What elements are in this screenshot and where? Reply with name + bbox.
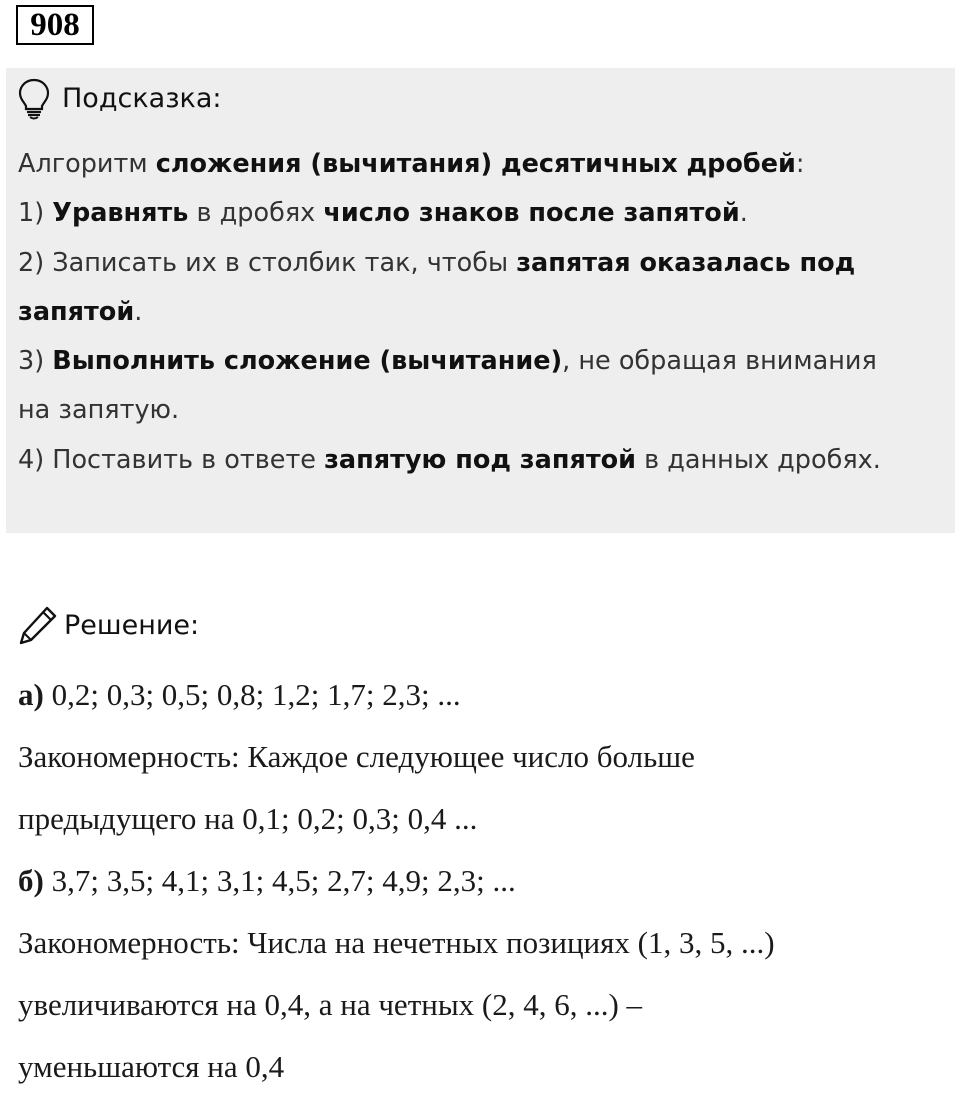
text: Алгоритм [18,149,156,179]
pencil-icon [16,603,60,647]
solution-a-sequence [18,664,948,726]
text: , не обращая внимания [562,346,877,377]
solution-a-pattern-line-2: предыдущего на 0,1; 0,2; 0,3; 0,4 ... [18,801,478,836]
item-label: а) [18,677,44,712]
sequence: 3,7; 3,5; 4,1; 3,1; 4,5; 2,7; 4,9; 2,3; ... [43,863,516,898]
solution-title: Решение: [64,609,200,641]
hint-step-3-line-2: на запятую. [18,395,180,426]
solution-b-sequence [18,850,948,912]
text: 2) Записать их в столбик так, чтобы [18,247,517,278]
lightbulb-icon [16,76,52,120]
text: в данных дробях. [636,444,881,475]
hint-title: Подсказка: [62,82,222,114]
text: . [134,296,143,327]
text: 1) [18,198,53,229]
hint-step-2-line-1 [18,239,938,288]
hint-step-4 [18,436,938,485]
text: 4) Поставить в ответе [18,444,325,475]
text: . [739,198,748,229]
solution-text [18,664,948,1098]
hint-header [16,76,222,120]
emphasis: запятую под запятой [324,444,636,475]
solution-b-pattern-line-1: Закономерность: Числа на нечетных позициях (1, 3, 5, ...) [18,925,775,960]
solution-b-pattern-line-3: уменьшаются на 0,4 [18,1049,285,1084]
hint-step-2-line-2 [18,288,938,337]
hint-text [18,140,938,485]
text: в дробях [188,198,324,229]
hint-step-3-line-1 [18,337,938,386]
emphasis: запятой [18,296,135,327]
task-number: 908 [16,5,94,45]
solution-a-pattern-line-1: Закономерность: Каждое следующее число больше [18,739,695,774]
emphasis: запятая оказалась под [516,247,856,278]
solution-b-pattern-line-2: увеличиваются на 0,4, а на четных (2, 4, 6, ...) – [18,987,643,1022]
emphasis: сложения (вычитания) десятичных дробей [155,149,796,179]
hint-step-1 [18,189,938,238]
emphasis: число знаков после запятой [323,198,740,229]
solution-header [16,602,199,648]
text: 3) [18,346,53,377]
text: : [795,149,805,179]
hint-intro [18,140,938,189]
emphasis: Уравнять [52,198,189,229]
item-label: б) [18,863,44,898]
emphasis: Выполнить сложение (вычитание) [52,346,563,377]
sequence: 0,2; 0,3; 0,5; 0,8; 1,2; 1,7; 2,3; ... [43,677,461,712]
